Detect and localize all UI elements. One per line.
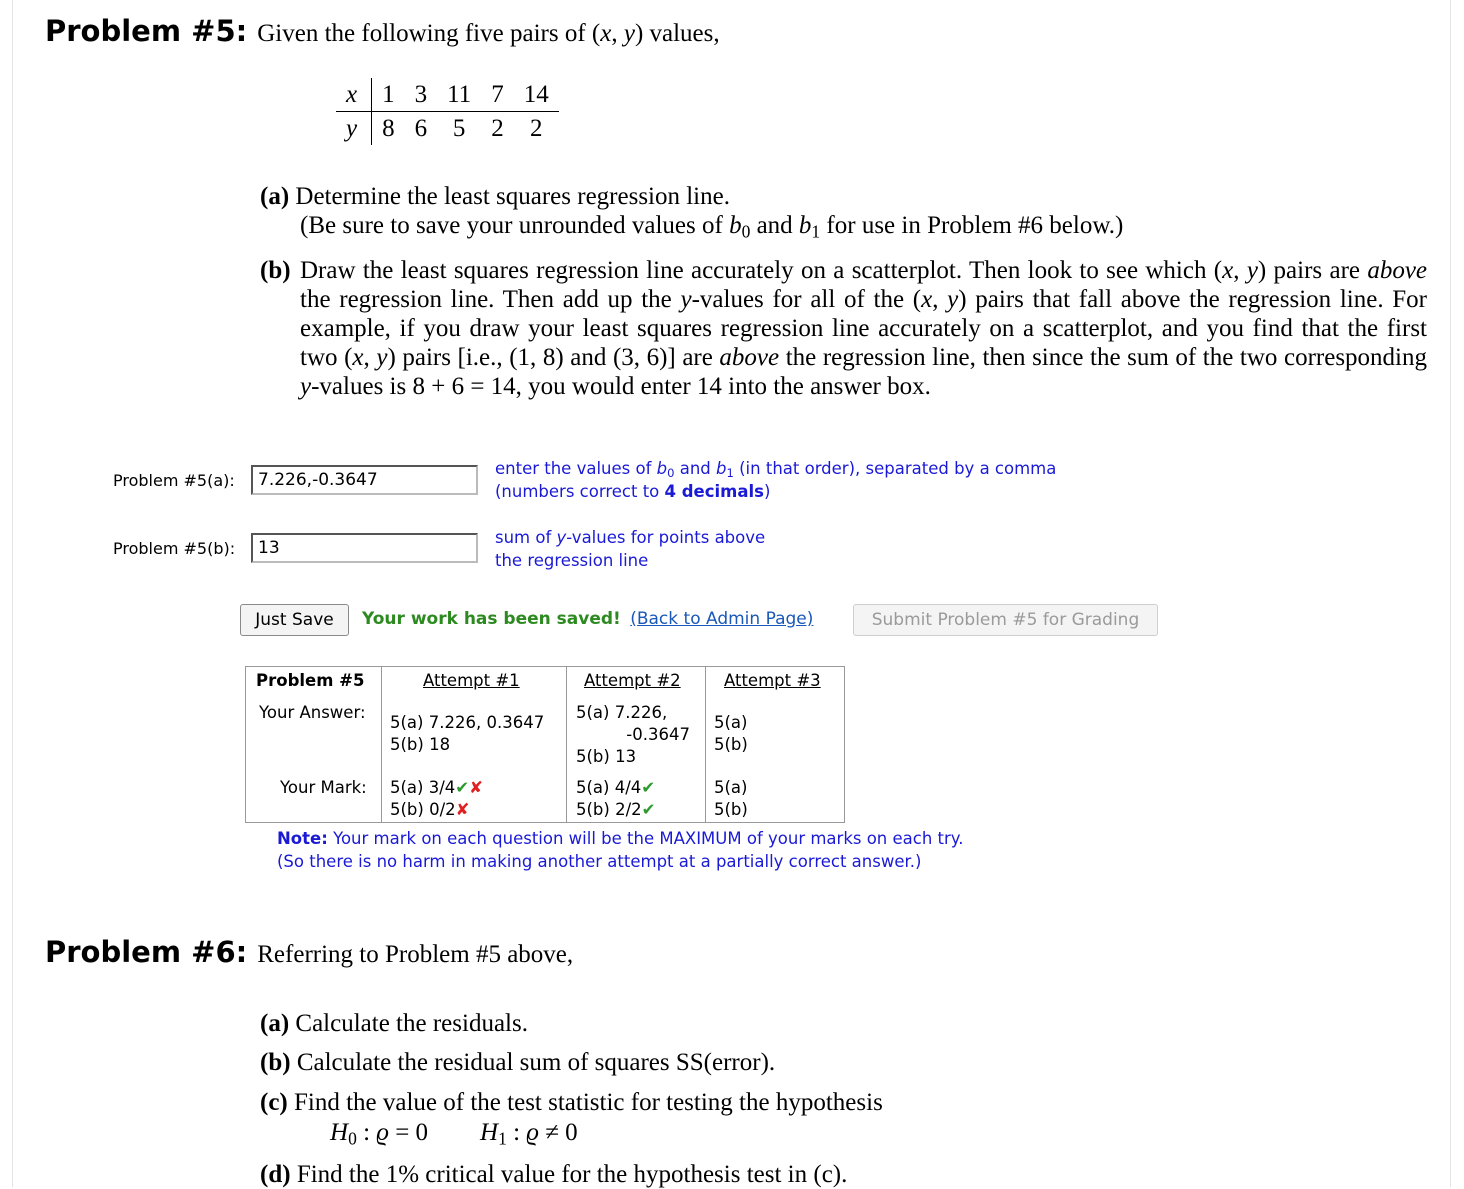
divider [566, 666, 567, 823]
attempt-2-answer: 5(a) 7.226, -0.3647 5(b) 13 [576, 703, 690, 766]
attempt-3-mark: 5(a) 5(b) [714, 778, 748, 819]
x-row [336, 78, 559, 112]
problem-6-label: Problem #6: [45, 935, 248, 969]
attempt-1-header[interactable]: Attempt #1 [423, 671, 520, 690]
p6-part-c: (c) Find the value of the test statistic for testing the hypothesis [260, 1089, 883, 1116]
x-value: 1 [372, 78, 405, 112]
y-value: 5 [452, 114, 466, 142]
x-value: 11 [437, 78, 481, 112]
save-status [362, 609, 813, 629]
y-value: 6 [414, 114, 428, 142]
problem-5-label: Problem #5: [45, 14, 248, 48]
attempt-1-mark: 5(a) 3/4✔✘ 5(b) 0/2✘ [390, 778, 483, 819]
attempts-header: Problem #5 [256, 671, 365, 690]
just-save-button[interactable]: Just Save [240, 604, 349, 636]
part-a-text: Determine the least squares regression line. [295, 183, 730, 210]
xy-data-table [336, 78, 559, 145]
hypothesis-h0: $H_0$ : ϱ = 0 [330, 1119, 429, 1149]
part-a-block [260, 182, 1430, 211]
part-a-label: (a) [260, 183, 290, 210]
check-icon: ✔ [455, 778, 470, 797]
check-icon: ✔ [641, 778, 656, 797]
answer-b-label: Problem #5(b): [113, 539, 236, 558]
attempt-1-answer: 5(a) 7.226, 0.3647 5(b) 18 [390, 713, 545, 754]
answer-a-hint: enter the values of $b_0$ and $b_1$ (in that order), separated by a comma (numbers correct to 4 decimals) [495, 459, 1057, 501]
part-a-note: (Be sure to save your unrounded values of $b_0$ and $b_1$ for use in Problem #6 below.) [300, 212, 1124, 242]
attempt-3-answer: 5(a) 5(b) [714, 713, 748, 754]
answer-a-input[interactable] [251, 465, 478, 495]
y-value: 2 [491, 114, 504, 142]
y-header: y [336, 112, 372, 146]
x-value: 14 [514, 78, 559, 112]
your-mark-label: Your Mark: [280, 778, 367, 797]
y-row [336, 112, 559, 146]
x-header: x [336, 78, 372, 112]
p6-part-a: (a) Calculate the residuals. [260, 1010, 528, 1037]
grading-note: Note: Your mark on each question will be the MAXIMUM of your marks on each try. (So there is no harm in making another attempt at a partially correct answer.) [277, 829, 964, 871]
problem-5-intro: Given the following five pairs of (x, y) values, [257, 20, 720, 47]
cross-icon: ✘ [455, 800, 470, 819]
problem-5-heading [45, 14, 720, 48]
your-answer-label: Your Answer: [259, 703, 366, 722]
hypothesis-h1: $H_1$ : ϱ ≠ 0 [480, 1119, 578, 1149]
page-frame [12, 0, 1451, 1187]
y-value: 8 [382, 114, 395, 142]
attempt-2-mark: 5(a) 4/4✔ 5(b) 2/2✔ [576, 778, 656, 819]
p6-part-b: (b) Calculate the residual sum of squares SS(error). [260, 1049, 776, 1076]
divider [381, 666, 382, 823]
admin-page-link[interactable]: (Back to Admin Page) [630, 609, 814, 629]
problem-6-intro: Referring to Problem #5 above, [257, 941, 574, 968]
y-value: 2 [529, 114, 543, 142]
submit-grading-button[interactable]: Submit Problem #5 for Grading [853, 604, 1158, 636]
cross-icon: ✘ [469, 778, 483, 797]
divider [705, 666, 706, 823]
problem-6-heading [45, 935, 573, 969]
p6-part-d: (d) Find the 1% critical value for the hypothesis test in (c). [260, 1161, 848, 1188]
attempt-2-header[interactable]: Attempt #2 [584, 671, 681, 690]
attempt-3-header[interactable]: Attempt #3 [724, 671, 821, 690]
part-b-label: (b) [260, 257, 291, 284]
answer-a-label: Problem #5(a): [113, 471, 235, 490]
part-b-text: Draw the least squares regression line accurately on a scatterplot. Then look to see which (x, y) pairs are above the regression line. Then add up the y-values for all of the (x, y) pairs that fall above the regression line. For example, if you draw your least squares regression line accurately on a scatterplot, and you find that the first two (x, y) pairs [i.e., (1, 8) and (3, 6)] are above the regression line, then since the sum of the two corresponding y-values is 8 + 6 = 14, you would enter 14 into the answer box. [300, 257, 1428, 400]
saved-message: Your work has been saved! [362, 609, 621, 629]
answer-b-hint: sum of y-values for points above the regression line [495, 528, 766, 570]
check-icon: ✔ [641, 800, 656, 819]
answer-b-input[interactable] [251, 533, 478, 563]
x-value: 7 [481, 78, 514, 112]
x-value: 3 [405, 78, 438, 112]
